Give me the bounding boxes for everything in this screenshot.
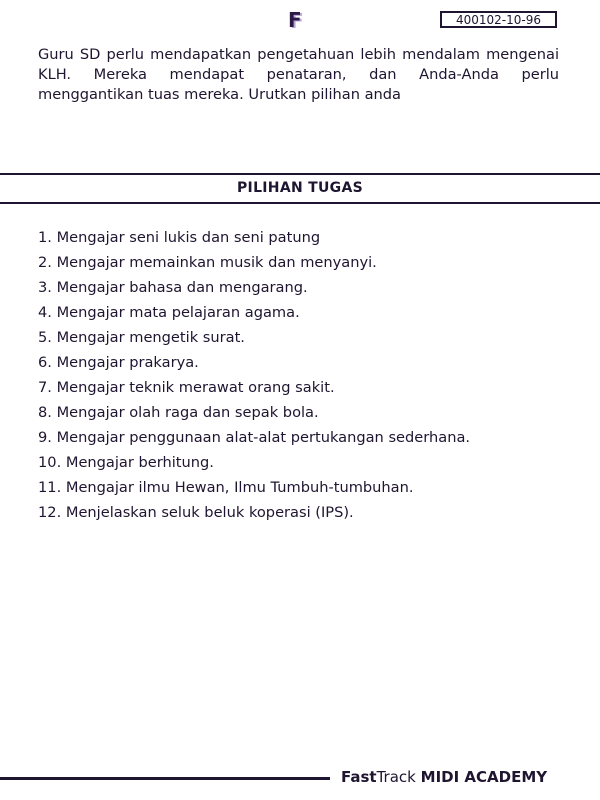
section-title: PILIHAN TUGAS [0,173,600,204]
task-item-4: 4. Mengajar mata pelajaran agama. [38,304,300,321]
task-list [38,225,578,525]
task-item-12: 12. Menjelaskan seluk beluk koperasi (IPS). [38,504,354,521]
task-item-6: 6. Mengajar prakarya. [38,354,199,371]
brand-fast: Fast [341,768,377,786]
task-item-10: 10. Mengajar berhitung. [38,454,214,471]
brand-academy: MIDI ACADEMY [420,768,548,786]
document-code: 400102-10-96 [440,11,557,28]
task-item-8: 8. Mengajar olah raga dan sepak bola. [38,404,319,421]
task-item-11: 11. Mengajar ilmu Hewan, Ilmu Tumbuh-tumbuhan. [38,479,414,496]
task-item-1: 1. Mengajar seni lukis dan seni patung [38,229,321,246]
intro-paragraph: Guru SD perlu mendapatkan pengetahuan lebih mendalam mengenai KLH. Mereka mendapat penataran, dan Anda-Anda perlu menggantikan tuas mereka. Urutkan pilihan anda [38,46,559,103]
footer-divider [0,777,330,780]
task-item-9: 9. Mengajar penggunaan alat-alat pertukangan sederhana. [38,429,471,446]
brand-track: Track [376,768,416,786]
task-item-2: 2. Mengajar memainkan musik dan menyanyi. [38,254,377,271]
task-item-3: 3. Mengajar bahasa dan mengarang. [38,279,308,296]
page-letter: F [288,8,302,32]
task-item-5: 5. Mengajar mengetik surat. [38,329,245,346]
footer-brand [341,767,547,787]
task-item-7: 7. Mengajar teknik merawat orang sakit. [38,379,335,396]
